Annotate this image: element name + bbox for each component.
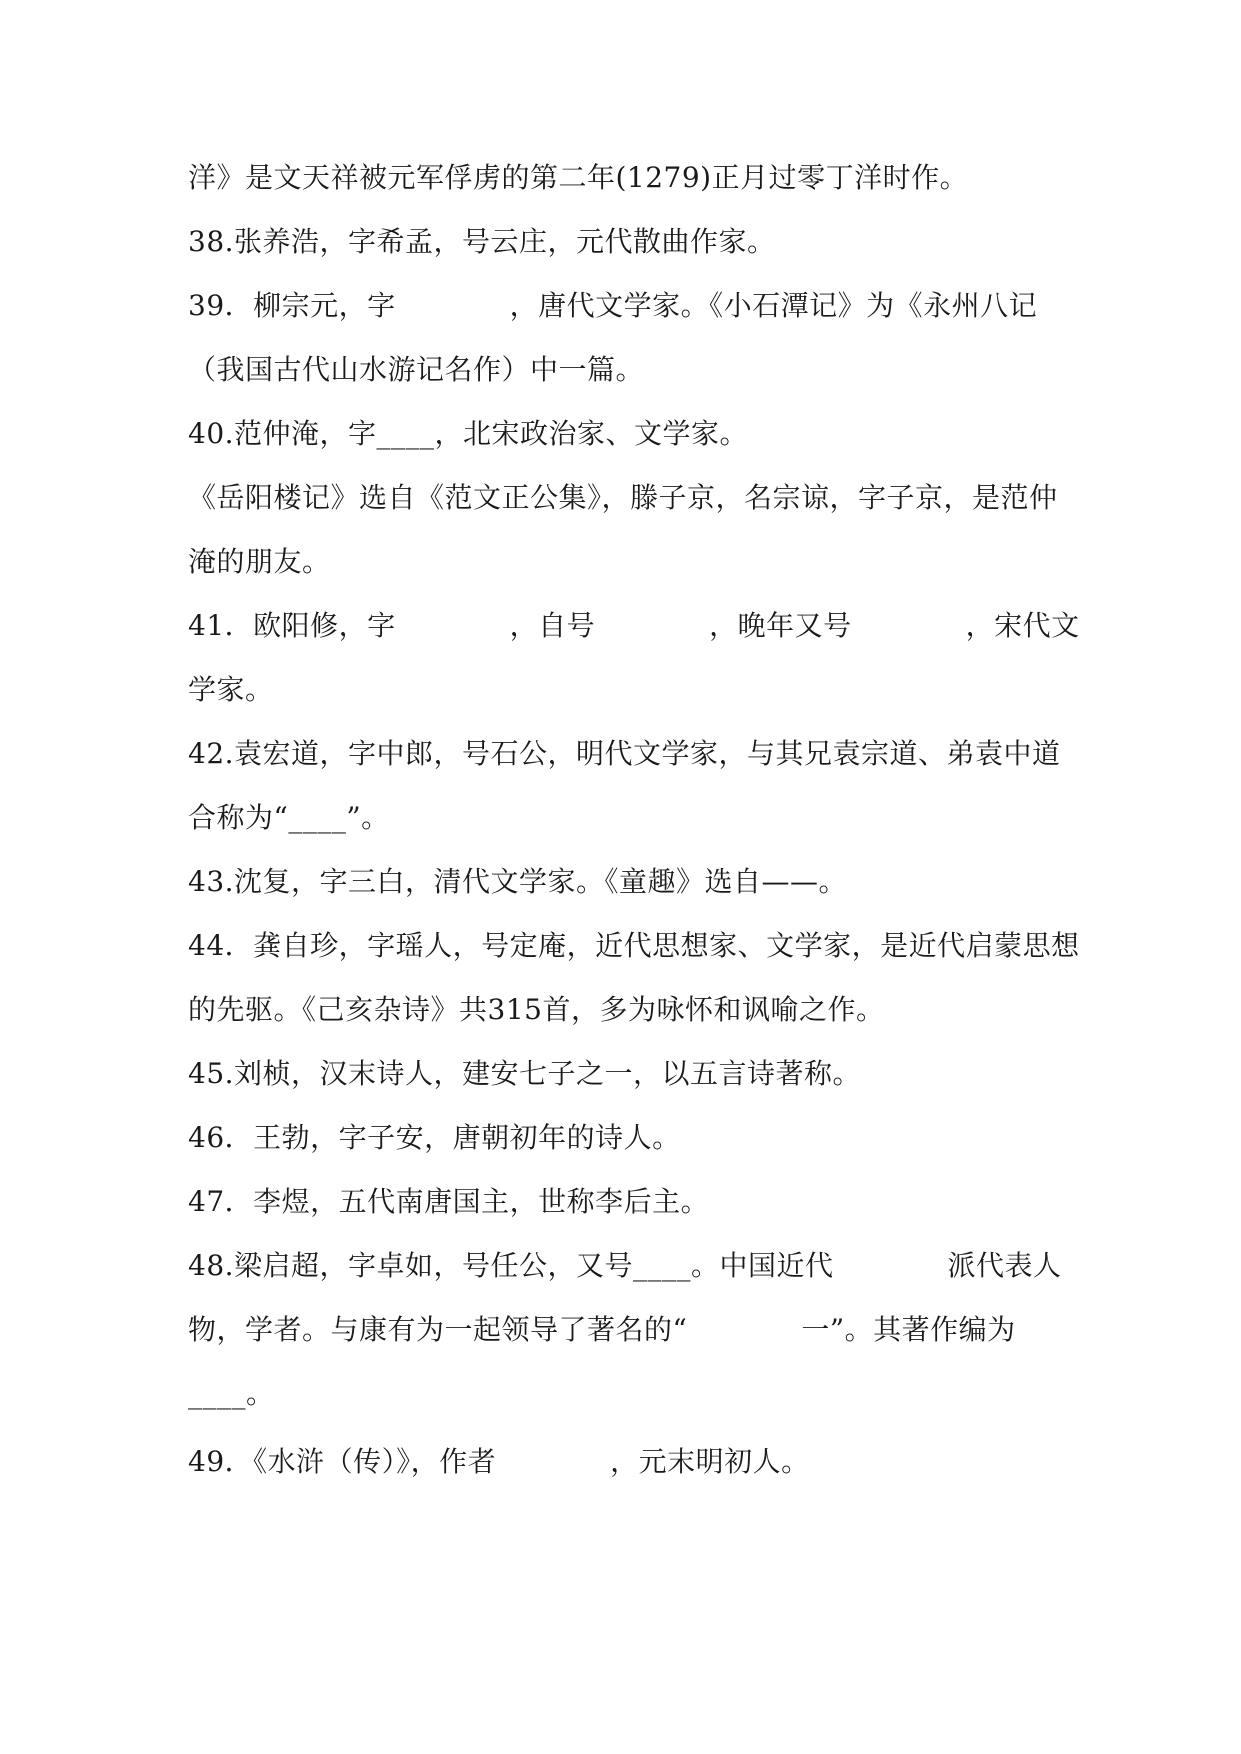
- text-line: 42.袁宏道，字中郎，号石公，明代文学家，与其兄袁宗道、弟袁中道: [188, 737, 1061, 770]
- text-line: 淹的朋友。: [188, 545, 331, 578]
- text-line: 49．《水浒（传）》，作者 ，元末明初人。: [188, 1445, 810, 1478]
- text-line: 洋》是文天祥被元军俘虏的第二年(1279)正月过零丁洋时作。: [188, 161, 969, 194]
- text-line: 48.梁启超，字卓如，号任公，又号____。中国近代 派代表人: [188, 1249, 1062, 1282]
- text-line: 45.刘桢，汉末诗人，建安七子之一，以五言诗著称。: [188, 1057, 862, 1090]
- text-line: 38.张养浩，字希孟，号云庄，元代散曲作家。: [188, 225, 776, 258]
- text-line: 40.范仲淹，字____，北宋政治家、文学家。: [188, 417, 749, 450]
- text-line: 的先驱。《己亥杂诗》共315首，多为咏怀和讽喻之作。: [188, 993, 885, 1026]
- text-line: 学家。: [188, 673, 274, 706]
- text-line: 物，学者。与康有为一起领导了著名的“ 一”。其著作编为: [188, 1313, 1016, 1346]
- text-line: ____。: [188, 1377, 275, 1410]
- document-body: [188, 158, 1078, 1506]
- text-line: （我国古代山水游记名作）中一篇。: [188, 353, 645, 386]
- text-line: 46．王勃，字子安，唐朝初年的诗人。: [188, 1121, 681, 1154]
- text-line: 44．龚自珍，字瑶人，号定庵，近代思想家、文学家，是近代启蒙思想: [188, 929, 1080, 962]
- text-line: 合称为“____”。: [188, 801, 390, 834]
- text-line: 43.沈复，字三白，清代文学家。《童趣》选自——。: [188, 865, 848, 898]
- text-line: 41．欧阳修，字 ，自号 ，晚年又号 ，宋代文: [188, 609, 1080, 642]
- text-line: 39．柳宗元，字 ，唐代文学家。《小石潭记》为《永州八记: [188, 289, 1038, 322]
- text-line: 47．李煜，五代南唐国主，世称李后主。: [188, 1185, 710, 1218]
- text-line: 《岳阳楼记》选自《范文正公集》，滕子京，名宗谅，字子京，是范仲: [188, 481, 1058, 514]
